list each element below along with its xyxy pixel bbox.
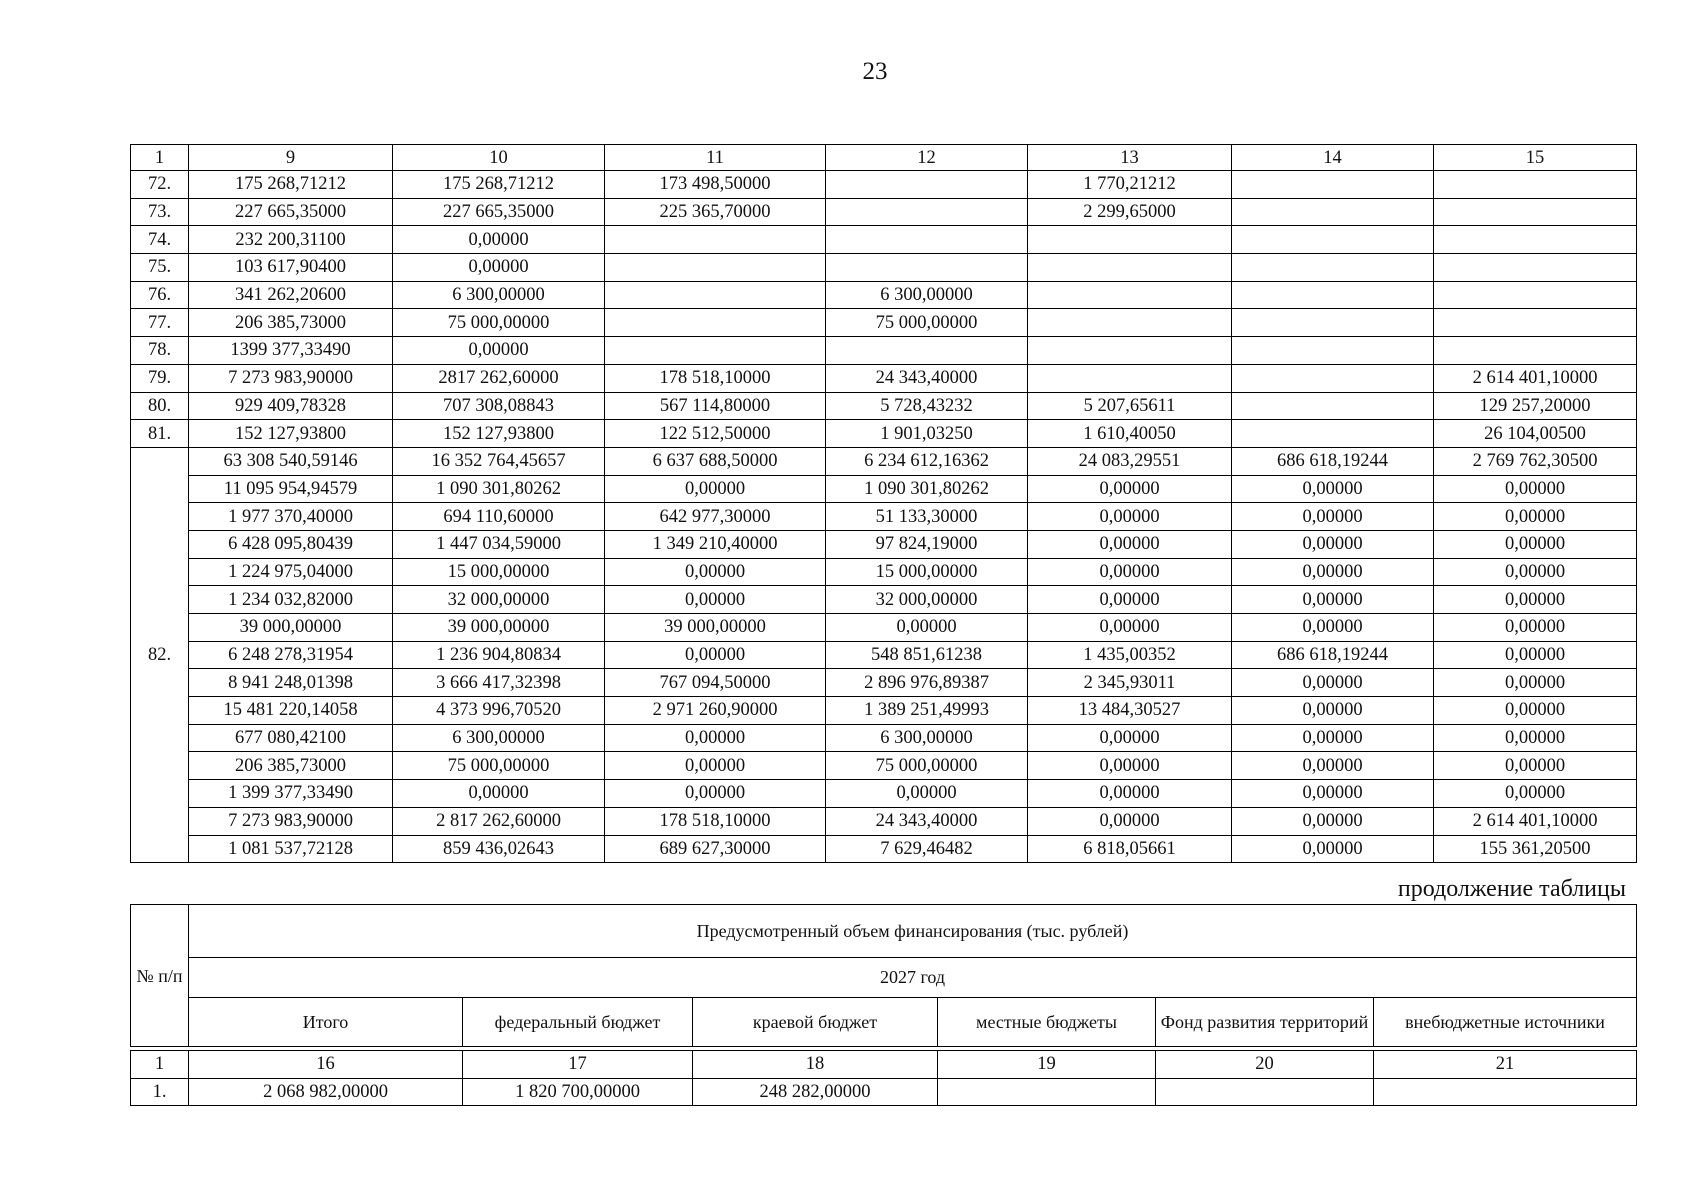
table-cell: 97 824,19000 bbox=[826, 530, 1028, 558]
table-cell: 63 308 540,59146 bbox=[189, 447, 393, 475]
table-row bbox=[131, 475, 1637, 503]
table-cell: 129 257,20000 bbox=[1434, 392, 1637, 420]
table-cell: 694 110,60000 bbox=[393, 503, 605, 531]
table-cell: 1 090 301,80262 bbox=[826, 475, 1028, 503]
table-cell: 1 447 034,59000 bbox=[393, 530, 605, 558]
table-cell: 248 282,00000 bbox=[693, 1078, 938, 1106]
table-row bbox=[131, 614, 1637, 642]
table-cell bbox=[605, 309, 826, 337]
subheader-federal-budget: федеральный бюджет bbox=[463, 998, 693, 1047]
table-cell: 0,00000 bbox=[1434, 697, 1637, 725]
column-number-cell: 14 bbox=[1232, 145, 1434, 171]
table-cell bbox=[1232, 420, 1434, 448]
table-cell: 13 484,30527 bbox=[1028, 697, 1232, 725]
table-cell: 2 299,65000 bbox=[1028, 198, 1232, 226]
table-cell bbox=[938, 1078, 1156, 1106]
table-cell: 2 614 401,10000 bbox=[1434, 807, 1637, 835]
table-cell: 5 207,65611 bbox=[1028, 392, 1232, 420]
table-cell: 1 236 904,80834 bbox=[393, 641, 605, 669]
table-cell: 0,00000 bbox=[1232, 558, 1434, 586]
table-cell: 677 080,42100 bbox=[189, 724, 393, 752]
table-cell: 15 000,00000 bbox=[826, 558, 1028, 586]
table-cell: 103 617,90400 bbox=[189, 254, 393, 282]
table-cell: 1 081 537,72128 bbox=[189, 835, 393, 863]
table-cell: 32 000,00000 bbox=[393, 586, 605, 614]
table-cell: 8 941 248,01398 bbox=[189, 669, 393, 697]
table-cell: 0,00000 bbox=[393, 337, 605, 365]
table-cell: 686 618,19244 bbox=[1232, 641, 1434, 669]
table-cell: 0,00000 bbox=[1028, 586, 1232, 614]
table-cell bbox=[1434, 309, 1637, 337]
column-number-cell: 16 bbox=[189, 1051, 463, 1079]
table-cell: 1 399 377,33490 bbox=[189, 780, 393, 808]
table-cell: 707 308,08843 bbox=[393, 392, 605, 420]
table-cell: 1 610,40050 bbox=[1028, 420, 1232, 448]
column-number-cell: 19 bbox=[938, 1051, 1156, 1079]
table-cell: 1 234 032,82000 bbox=[189, 586, 393, 614]
table-cell: 24 343,40000 bbox=[826, 807, 1028, 835]
table-row bbox=[131, 281, 1637, 309]
table-cell: 0,00000 bbox=[1434, 558, 1637, 586]
table-cell: 0,00000 bbox=[1232, 780, 1434, 808]
table-cell: 0,00000 bbox=[1434, 780, 1637, 808]
table-cell: 3 666 417,32398 bbox=[393, 669, 605, 697]
table-cell: 0,00000 bbox=[1434, 752, 1637, 780]
column-number-cell: 11 bbox=[605, 145, 826, 171]
row-number-cell: 74. bbox=[131, 226, 189, 254]
table-cell: 178 518,10000 bbox=[605, 364, 826, 392]
table-row bbox=[131, 171, 1637, 199]
table-cell: 0,00000 bbox=[1232, 807, 1434, 835]
table-cell: 859 436,02643 bbox=[393, 835, 605, 863]
table-cell: 0,00000 bbox=[1028, 530, 1232, 558]
row-number-cell: 75. bbox=[131, 254, 189, 282]
table-cell: 0,00000 bbox=[1028, 752, 1232, 780]
table-cell: 152 127,93800 bbox=[189, 420, 393, 448]
table-cell: 15 481 220,14058 bbox=[189, 697, 393, 725]
table-cell: 0,00000 bbox=[1232, 614, 1434, 642]
table-cell: 4 373 996,70520 bbox=[393, 697, 605, 725]
row-number-cell: 79. bbox=[131, 364, 189, 392]
table-cell bbox=[1028, 226, 1232, 254]
table-cell: 642 977,30000 bbox=[605, 503, 826, 531]
table-cell: 0,00000 bbox=[1232, 752, 1434, 780]
subheader-regional-budget: краевой бюджет bbox=[693, 998, 938, 1047]
table-cell: 0,00000 bbox=[826, 614, 1028, 642]
continuation-header-table bbox=[130, 904, 1637, 1047]
table-cell: 75 000,00000 bbox=[826, 309, 1028, 337]
table-cell bbox=[826, 171, 1028, 199]
table-row bbox=[131, 337, 1637, 365]
continuation-data-table bbox=[130, 1050, 1637, 1106]
subheader-territory-fund: Фонд развития территорий bbox=[1156, 998, 1374, 1047]
table-cell bbox=[1434, 171, 1637, 199]
table-row bbox=[131, 641, 1637, 669]
table-cell: 0,00000 bbox=[826, 780, 1028, 808]
table-cell: 175 268,71212 bbox=[393, 171, 605, 199]
table-cell: 1 770,21212 bbox=[1028, 171, 1232, 199]
table-cell: 0,00000 bbox=[1028, 503, 1232, 531]
table-cell: 1 349 210,40000 bbox=[605, 530, 826, 558]
table-cell: 6 300,00000 bbox=[393, 281, 605, 309]
table-cell: 155 361,20500 bbox=[1434, 835, 1637, 863]
table-cell bbox=[1028, 309, 1232, 337]
table-cell: 0,00000 bbox=[1434, 724, 1637, 752]
table-cell bbox=[1232, 392, 1434, 420]
table-cell: 567 114,80000 bbox=[605, 392, 826, 420]
table-cell: 548 851,61238 bbox=[826, 641, 1028, 669]
table-cell: 7 629,46482 bbox=[826, 835, 1028, 863]
table-cell: 2 345,93011 bbox=[1028, 669, 1232, 697]
table-cell: 2 068 982,00000 bbox=[189, 1078, 463, 1106]
row-number-cell: 80. bbox=[131, 392, 189, 420]
table-cell bbox=[1374, 1078, 1637, 1106]
table-cell: 0,00000 bbox=[605, 641, 826, 669]
table-cell: 1 389 251,49993 bbox=[826, 697, 1028, 725]
table-cell bbox=[1028, 281, 1232, 309]
table-cell: 0,00000 bbox=[1232, 586, 1434, 614]
table-cell: 0,00000 bbox=[393, 226, 605, 254]
continuation-label: продолжение таблицы bbox=[1397, 876, 1626, 902]
table-cell bbox=[605, 281, 826, 309]
table-cell: 75 000,00000 bbox=[393, 752, 605, 780]
table-cell: 0,00000 bbox=[605, 724, 826, 752]
table-cell bbox=[1232, 171, 1434, 199]
page-number: 23 bbox=[862, 58, 888, 85]
table-cell: 39 000,00000 bbox=[605, 614, 826, 642]
table-cell bbox=[1232, 198, 1434, 226]
table-cell bbox=[1434, 281, 1637, 309]
table-cell: 6 248 278,31954 bbox=[189, 641, 393, 669]
table-cell: 2 971 260,90000 bbox=[605, 697, 826, 725]
table-cell: 152 127,93800 bbox=[393, 420, 605, 448]
table-cell: 75 000,00000 bbox=[393, 309, 605, 337]
table-cell: 0,00000 bbox=[1028, 475, 1232, 503]
table-cell bbox=[1232, 281, 1434, 309]
table-cell: 0,00000 bbox=[393, 780, 605, 808]
table-cell bbox=[1232, 309, 1434, 337]
table-row bbox=[131, 1078, 1637, 1106]
table-cell: 51 133,30000 bbox=[826, 503, 1028, 531]
table-cell: 767 094,50000 bbox=[605, 669, 826, 697]
table-cell: 206 385,73000 bbox=[189, 309, 393, 337]
table-cell bbox=[1232, 337, 1434, 365]
main-financing-table bbox=[130, 144, 1637, 863]
table-cell: 0,00000 bbox=[1434, 669, 1637, 697]
table-row bbox=[131, 586, 1637, 614]
table-row bbox=[131, 752, 1637, 780]
table-cell: 6 300,00000 bbox=[826, 281, 1028, 309]
table-cell bbox=[1156, 1078, 1374, 1106]
table-cell: 7 273 983,90000 bbox=[189, 807, 393, 835]
row-number-cell: 78. bbox=[131, 337, 189, 365]
table-cell: 0,00000 bbox=[393, 254, 605, 282]
table-cell bbox=[1232, 254, 1434, 282]
row-number-cell: 81. bbox=[131, 420, 189, 448]
table-cell: 2 817 262,60000 bbox=[393, 807, 605, 835]
table-cell: 0,00000 bbox=[1028, 780, 1232, 808]
table-cell bbox=[1232, 226, 1434, 254]
table-cell: 39 000,00000 bbox=[393, 614, 605, 642]
year-header: 2027 год bbox=[189, 958, 1637, 998]
table-row bbox=[131, 780, 1637, 808]
table-cell: 6 234 612,16362 bbox=[826, 447, 1028, 475]
table-cell: 0,00000 bbox=[1028, 558, 1232, 586]
table-cell: 178 518,10000 bbox=[605, 807, 826, 835]
subheader-total: Итого bbox=[189, 998, 463, 1047]
column-number-cell: 10 bbox=[393, 145, 605, 171]
column-number-cell: 12 bbox=[826, 145, 1028, 171]
table-row bbox=[131, 420, 1637, 448]
table-row bbox=[131, 835, 1637, 863]
table-cell: 1 224 975,04000 bbox=[189, 558, 393, 586]
table-cell: 0,00000 bbox=[1434, 586, 1637, 614]
table-row bbox=[131, 392, 1637, 420]
table-cell bbox=[1434, 226, 1637, 254]
table-row bbox=[131, 364, 1637, 392]
table-cell: 0,00000 bbox=[1434, 614, 1637, 642]
table-cell: 5 728,43232 bbox=[826, 392, 1028, 420]
table-cell: 24 083,29551 bbox=[1028, 447, 1232, 475]
row-number-cell: 72. bbox=[131, 171, 189, 199]
table-cell: 689 627,30000 bbox=[605, 835, 826, 863]
table-cell: 2 614 401,10000 bbox=[1434, 364, 1637, 392]
column-number-cell: 18 bbox=[693, 1051, 938, 1079]
table-cell bbox=[1028, 337, 1232, 365]
table-cell bbox=[1028, 364, 1232, 392]
table-cell: 6 818,05661 bbox=[1028, 835, 1232, 863]
table-cell: 206 385,73000 bbox=[189, 752, 393, 780]
table-cell: 6 300,00000 bbox=[393, 724, 605, 752]
table-cell bbox=[605, 254, 826, 282]
table-cell: 0,00000 bbox=[605, 586, 826, 614]
table-cell: 0,00000 bbox=[1232, 697, 1434, 725]
row-number-cell: 73. bbox=[131, 198, 189, 226]
table-cell: 0,00000 bbox=[1232, 503, 1434, 531]
table-cell bbox=[1434, 337, 1637, 365]
table-row bbox=[131, 530, 1637, 558]
table-cell: 0,00000 bbox=[1232, 475, 1434, 503]
column-number-cell: 17 bbox=[463, 1051, 693, 1079]
table-cell: 0,00000 bbox=[1028, 807, 1232, 835]
column-number-row bbox=[131, 145, 1637, 171]
table-cell bbox=[1232, 364, 1434, 392]
table-cell: 0,00000 bbox=[1028, 724, 1232, 752]
number-column-header: № п/п bbox=[131, 905, 189, 1047]
table-row bbox=[131, 724, 1637, 752]
column-number-cell: 20 bbox=[1156, 1051, 1374, 1079]
table-row bbox=[131, 447, 1637, 475]
table-cell bbox=[826, 337, 1028, 365]
table-cell bbox=[826, 226, 1028, 254]
table-cell: 122 512,50000 bbox=[605, 420, 826, 448]
funding-header: Предусмотренный объем финансирования (тыс. рублей) bbox=[189, 905, 1637, 958]
table-cell: 1 977 370,40000 bbox=[189, 503, 393, 531]
table-cell: 1399 377,33490 bbox=[189, 337, 393, 365]
table-cell: 26 104,00500 bbox=[1434, 420, 1637, 448]
table-cell: 225 365,70000 bbox=[605, 198, 826, 226]
row-number-cell: 77. bbox=[131, 309, 189, 337]
table-cell: 39 000,00000 bbox=[189, 614, 393, 642]
table-row bbox=[131, 558, 1637, 586]
table-cell: 0,00000 bbox=[605, 752, 826, 780]
column-number-cell: 21 bbox=[1374, 1051, 1637, 1079]
table-cell: 0,00000 bbox=[1232, 724, 1434, 752]
row-number-cell: 76. bbox=[131, 281, 189, 309]
table-row bbox=[131, 226, 1637, 254]
table-row bbox=[131, 807, 1637, 835]
table-cell bbox=[1434, 198, 1637, 226]
table-cell: 341 262,20600 bbox=[189, 281, 393, 309]
table-cell: 11 095 954,94579 bbox=[189, 475, 393, 503]
column-number-cell: 15 bbox=[1434, 145, 1637, 171]
table-cell: 0,00000 bbox=[1232, 669, 1434, 697]
table-cell: 6 428 095,80439 bbox=[189, 530, 393, 558]
table-cell: 0,00000 bbox=[1028, 614, 1232, 642]
row-number-cell: 82. bbox=[131, 447, 189, 862]
table-cell: 227 665,35000 bbox=[189, 198, 393, 226]
table-cell: 6 637 688,50000 bbox=[605, 447, 826, 475]
table-cell: 929 409,78328 bbox=[189, 392, 393, 420]
table-cell: 32 000,00000 bbox=[826, 586, 1028, 614]
table-cell: 173 498,50000 bbox=[605, 171, 826, 199]
column-number-cell: 1 bbox=[131, 1051, 189, 1079]
table-cell: 0,00000 bbox=[1434, 503, 1637, 531]
table-cell: 6 300,00000 bbox=[826, 724, 1028, 752]
table-row bbox=[131, 254, 1637, 282]
column-number-row bbox=[131, 1051, 1637, 1079]
table-cell bbox=[826, 254, 1028, 282]
column-number-cell: 1 bbox=[131, 145, 189, 171]
table-cell: 1 435,00352 bbox=[1028, 641, 1232, 669]
table-cell: 227 665,35000 bbox=[393, 198, 605, 226]
table-cell: 0,00000 bbox=[1434, 475, 1637, 503]
table-cell: 24 343,40000 bbox=[826, 364, 1028, 392]
table-cell: 2 896 976,89387 bbox=[826, 669, 1028, 697]
subheader-local-budgets: местные бюджеты bbox=[938, 998, 1156, 1047]
table-cell: 2 769 762,30500 bbox=[1434, 447, 1637, 475]
table-row bbox=[131, 198, 1637, 226]
column-number-cell: 13 bbox=[1028, 145, 1232, 171]
table-row bbox=[131, 503, 1637, 531]
table-cell: 0,00000 bbox=[1434, 641, 1637, 669]
table-cell: 1 901,03250 bbox=[826, 420, 1028, 448]
table-cell: 75 000,00000 bbox=[826, 752, 1028, 780]
table-cell: 175 268,71212 bbox=[189, 171, 393, 199]
table-cell: 686 618,19244 bbox=[1232, 447, 1434, 475]
table-cell: 0,00000 bbox=[1232, 530, 1434, 558]
table-cell: 0,00000 bbox=[1232, 835, 1434, 863]
table-cell: 0,00000 bbox=[1434, 530, 1637, 558]
table-cell: 1 820 700,00000 bbox=[463, 1078, 693, 1106]
table-cell: 0,00000 bbox=[605, 780, 826, 808]
table-cell: 2817 262,60000 bbox=[393, 364, 605, 392]
table-cell: 15 000,00000 bbox=[393, 558, 605, 586]
table-cell: 232 200,31100 bbox=[189, 226, 393, 254]
subheader-extrabudgetary: внебюджетные источники bbox=[1374, 998, 1637, 1047]
table-row bbox=[131, 697, 1637, 725]
table-row bbox=[131, 669, 1637, 697]
table-cell bbox=[1434, 254, 1637, 282]
table-cell: 0,00000 bbox=[605, 558, 826, 586]
column-number-cell: 9 bbox=[189, 145, 393, 171]
row-number-cell: 1. bbox=[131, 1078, 189, 1106]
table-cell: 16 352 764,45657 bbox=[393, 447, 605, 475]
table-cell: 1 090 301,80262 bbox=[393, 475, 605, 503]
table-cell bbox=[605, 337, 826, 365]
table-cell bbox=[605, 226, 826, 254]
table-cell: 7 273 983,90000 bbox=[189, 364, 393, 392]
table-cell bbox=[1028, 254, 1232, 282]
table-cell bbox=[826, 198, 1028, 226]
table-row bbox=[131, 309, 1637, 337]
table-cell: 0,00000 bbox=[605, 475, 826, 503]
